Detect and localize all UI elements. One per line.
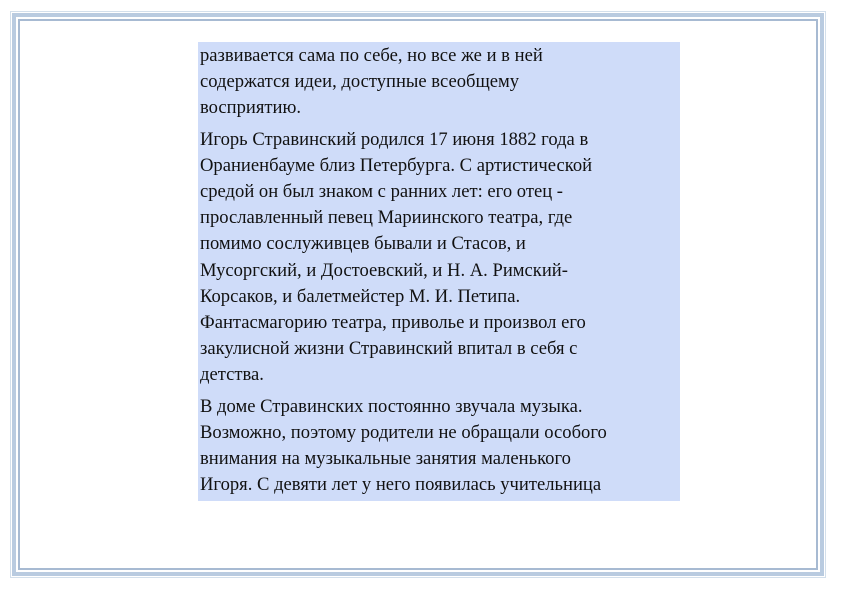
paragraph-line: Игоря. С девяти лет у него появилась учительница (200, 474, 602, 496)
paragraph-line: развивается сама по себе, но все же и в ней (200, 45, 543, 66)
paragraph-line: восприятию. (200, 97, 302, 119)
paragraph-line: Мусоргский, и Достоевский, и Н. А. Римский- (200, 259, 568, 281)
paragraph-2 (200, 127, 680, 389)
paragraph-line: В доме Стравинских постоянно звучала музыка. (200, 395, 583, 417)
paragraph-line: закулисной жизни Стравинский впитал в себя с (200, 338, 578, 360)
text-block (198, 42, 680, 501)
paragraph-line: помимо сослуживцев бывали и Стасов, и (200, 233, 526, 255)
paragraph-line: детства. (200, 364, 264, 386)
paragraph-line: Игорь Стравинский родился 17 июня 1882 года в (200, 128, 589, 150)
paragraph-line: Возможно, поэтому родители не обращали особого (200, 421, 607, 443)
paragraph-line: внимания на музыкальные занятия маленького (200, 448, 571, 470)
paragraph-line: Фантасмагорию театра, приволье и произвол его (200, 312, 586, 334)
paragraph-3 (200, 394, 680, 499)
paragraph-line: содержатся идеи, доступные всеобщему (200, 71, 520, 93)
paragraph-line: средой он был знаком с ранних лет: его отец - (200, 181, 563, 203)
paragraph-1 (200, 43, 680, 122)
paragraph-line: Корсаков, и балетмейстер М. И. Петипа. (200, 285, 521, 307)
paragraph-line: прославленный певец Мариинского театра, где (200, 207, 573, 229)
paragraph-line: Ораниенбауме близ Петербурга. С артистической (200, 154, 593, 176)
